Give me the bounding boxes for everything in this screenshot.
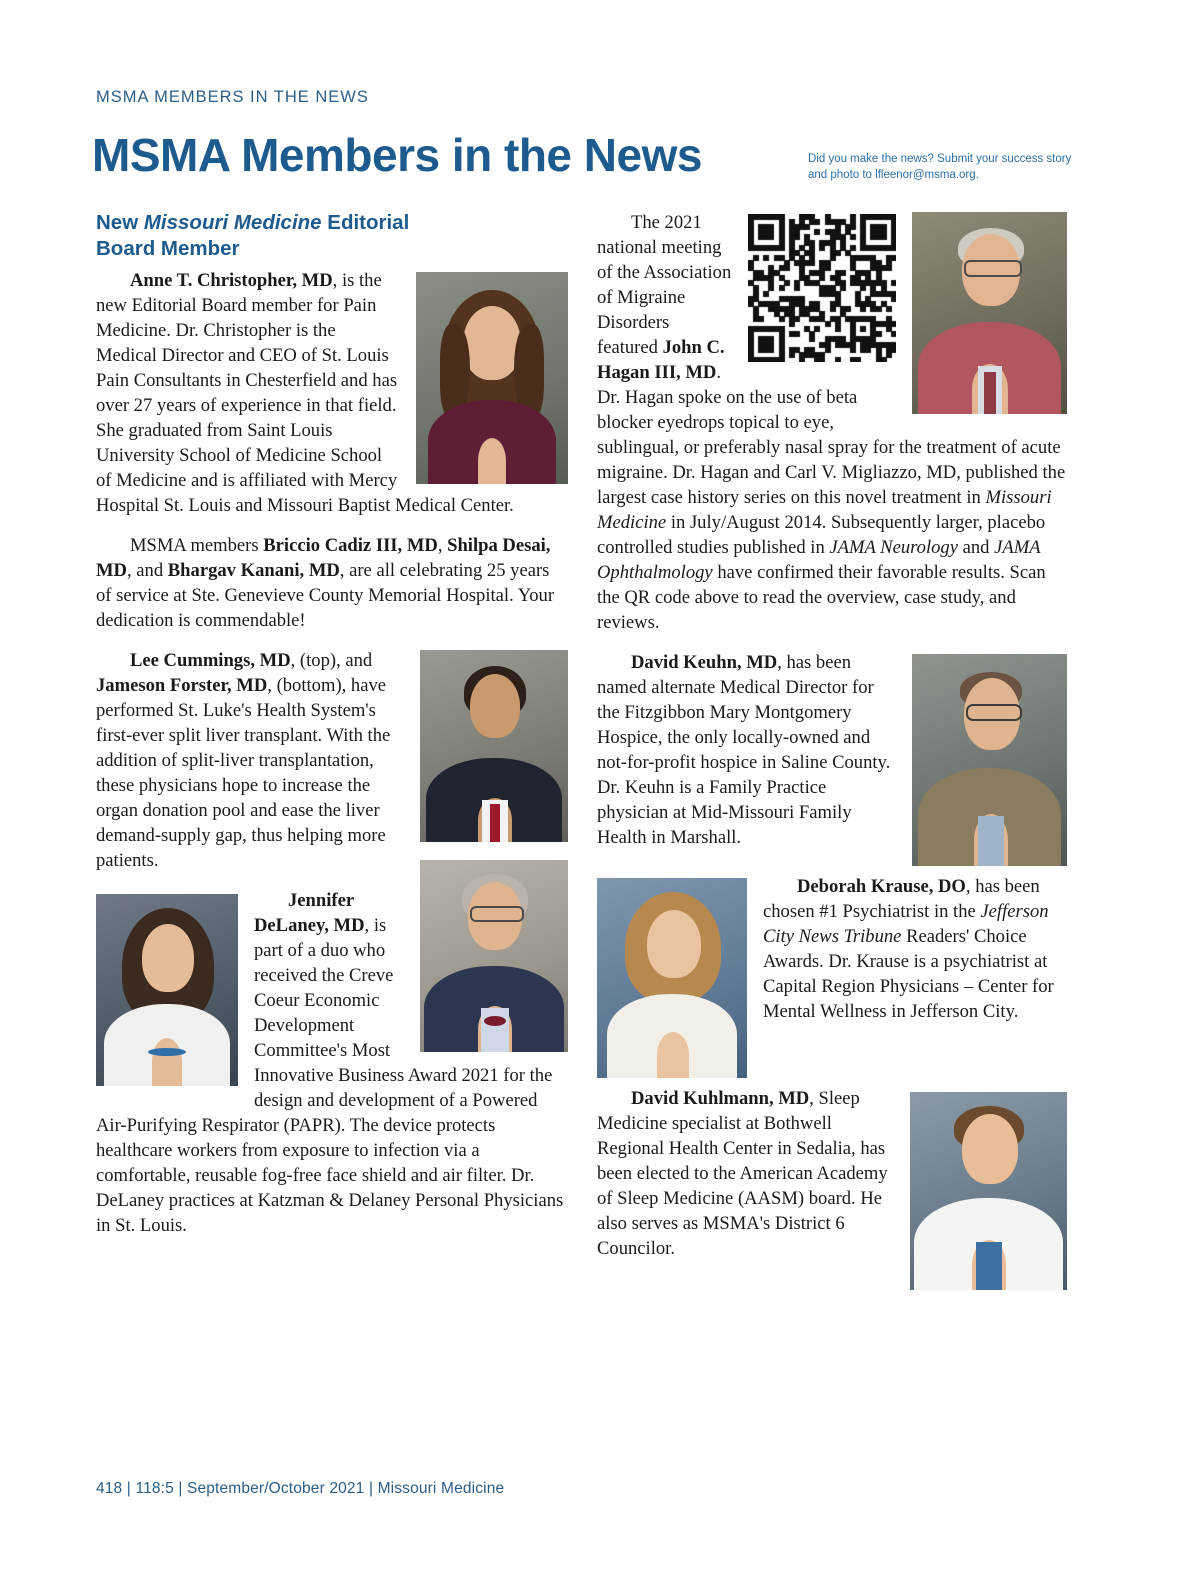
right-column [597, 210, 1067, 1298]
photo-deborah-krause [597, 878, 747, 1078]
name-john-hagan: John C. Hagan III, MD [597, 337, 725, 383]
p4-part-a: , is part of a duo who received the Creve Coeur Economic Development Committee's Most Innovative Business Award 2021 for the design and development of a Powered Air-Purifying Respirator (PAPR). The device protects healthcare workers from exposure to infection via a comfortable, reusable fog-free face shield and air filter. Dr. DeLaney practices at Katzman & Delaney Personal Physicians in St. Louis. [96, 915, 564, 1237]
r4-part-a: , Sleep Medicine specialist at Bothwell Regional Health Center in Sedalia, has been elected to the American Academy of Sleep Medicine (AASM) board. He also serves as MSMA's District 6 Councilor. [597, 1088, 888, 1259]
name-lee-cummings: Lee Cummings, MD [130, 650, 291, 672]
name-bhargav-kanani: Bhargav Kanani, MD [167, 560, 340, 582]
name-deborah-krause: Deborah Krause, DO [797, 876, 966, 897]
name-david-kuhlmann: David Kuhlmann, MD [631, 1088, 810, 1109]
footer-publication: Missouri Medicine [377, 1480, 505, 1497]
submission-note: Did you make the news? Submit your success story and photo to lfleenor@msma.org. [808, 153, 1072, 181]
r2-part-a: , has been named alternate Medical Director for the Fitzgibbon Mary Montgomery Hospice, the only locally-owned and not-for-profit hospice in Saline County. Dr. Keuhn is a Family Practice physician at Mid-Missouri Family Health in Marshall. [597, 652, 891, 848]
left-column [96, 210, 568, 1253]
name-david-keuhn: David Keuhn, MD [631, 652, 778, 673]
r1-part-a: The 2021 national meeting of the Association of Migraine Disorders featured [597, 212, 732, 358]
photo-david-kuhlmann [910, 1092, 1067, 1290]
page-kicker: MSMA MEMBERS IN THE NEWS [96, 88, 369, 106]
section-heading-italic: Missouri Medicine [143, 211, 322, 234]
footer-issue-date: September/October 2021 [187, 1480, 365, 1497]
name-jennifer-delaney: Jennifer DeLaney, MD [254, 890, 365, 937]
name-briccio-cadiz: Briccio Cadiz III, MD [263, 535, 438, 557]
italic-jama-ophthalmology: JAMA Ophthalmology [597, 537, 1041, 583]
qr-code-canvas [748, 214, 896, 362]
p2-part-a: MSMA members [130, 535, 264, 557]
p3-part-b: , (bottom), have performed St. Luke's Health System's first-ever split liver transplant. With the addition of split-liver transplantation, these physicians hope to increase the organ donation pool and ease the liver demand-supply gap, thus helping more patients. [96, 675, 391, 872]
footer-separator-1: | [126, 1480, 131, 1497]
photo-david-keuhn [912, 654, 1067, 866]
section-heading-part1: New [96, 211, 144, 234]
p2-part-d: , are all celebrating 25 years of service at Ste. Genevieve County Memorial Hospital. Your dedication is commendable! [96, 560, 555, 632]
page-title: MSMA Members in the News [92, 129, 702, 181]
r1-part-e: have confirmed their favorable results. Scan the QR code above to read the overview, case study, and reviews. [597, 562, 1046, 633]
name-anne-christopher: Anne T. Christopher, MD [130, 270, 333, 292]
r1-part-c: in July/August 2014. Subsequently larger, placebo controlled studies published in [597, 512, 1046, 558]
r3-part-b: Readers' Choice Awards. Dr. Krause is a psychiatrist at Capital Region Physicians – Center for Mental Wellness in Jefferson City. [763, 926, 1054, 1022]
p2-part-c: , and [126, 560, 168, 582]
photo-jennifer-delaney [96, 894, 238, 1086]
footer-separator-3: | [368, 1480, 374, 1497]
photo-anne-christopher [416, 272, 568, 484]
qr-code-hagan-article[interactable] [748, 214, 896, 367]
name-shilpa-desai: Shilpa Desai, MD [96, 535, 551, 582]
footer-volume-issue: 118:5 [135, 1480, 174, 1497]
italic-missouri-medicine: Missouri Medicine [597, 487, 1052, 533]
name-jameson-forster: Jameson Forster, MD [96, 675, 268, 697]
r1-part-d: and [957, 537, 995, 558]
paragraph-service-anniversary [96, 533, 568, 633]
page-footer [96, 1480, 504, 1498]
paragraph-christopher-text: , is the new Editorial Board member for Pain Medicine. Dr. Christopher is the Medical Director and CEO of St. Louis Pain Consultants in Chesterfield and has over 27 years of experience in that field. She graduated from Saint Louis University School of Medicine School of Medicine and is affiliated with Mercy Hospital St. Louis and Missouri Baptist Medical Center. [96, 270, 514, 517]
r3-part-a: , has been chosen #1 Psychiatrist in the [763, 876, 1040, 922]
italic-jama-neurology: JAMA Neurology [829, 537, 958, 558]
section-heading-line2: Board Member [96, 237, 240, 261]
italic-news-tribune: Jefferson City News Tribune [763, 901, 1049, 947]
section-heading [96, 210, 568, 262]
r1-part-b: . Dr. Hagan spoke on the use of beta blocker eyedrops topical to eye, sublingual, or preferably nasal spray for the treatment of acute migraine. Dr. Hagan and Carl V. Migliazzo, MD, published the largest case history series on this novel treatment in [597, 362, 1066, 508]
footer-page-number: 418 [96, 1480, 123, 1497]
p3-part-a: , (top), and [290, 650, 373, 672]
section-heading-part2: Editorial [321, 211, 410, 234]
photo-john-hagan [912, 212, 1067, 414]
p2-part-b: , [437, 535, 448, 557]
photo-jameson-forster [420, 860, 568, 1052]
photo-lee-cummings [420, 650, 568, 842]
footer-separator-2: | [178, 1480, 183, 1497]
